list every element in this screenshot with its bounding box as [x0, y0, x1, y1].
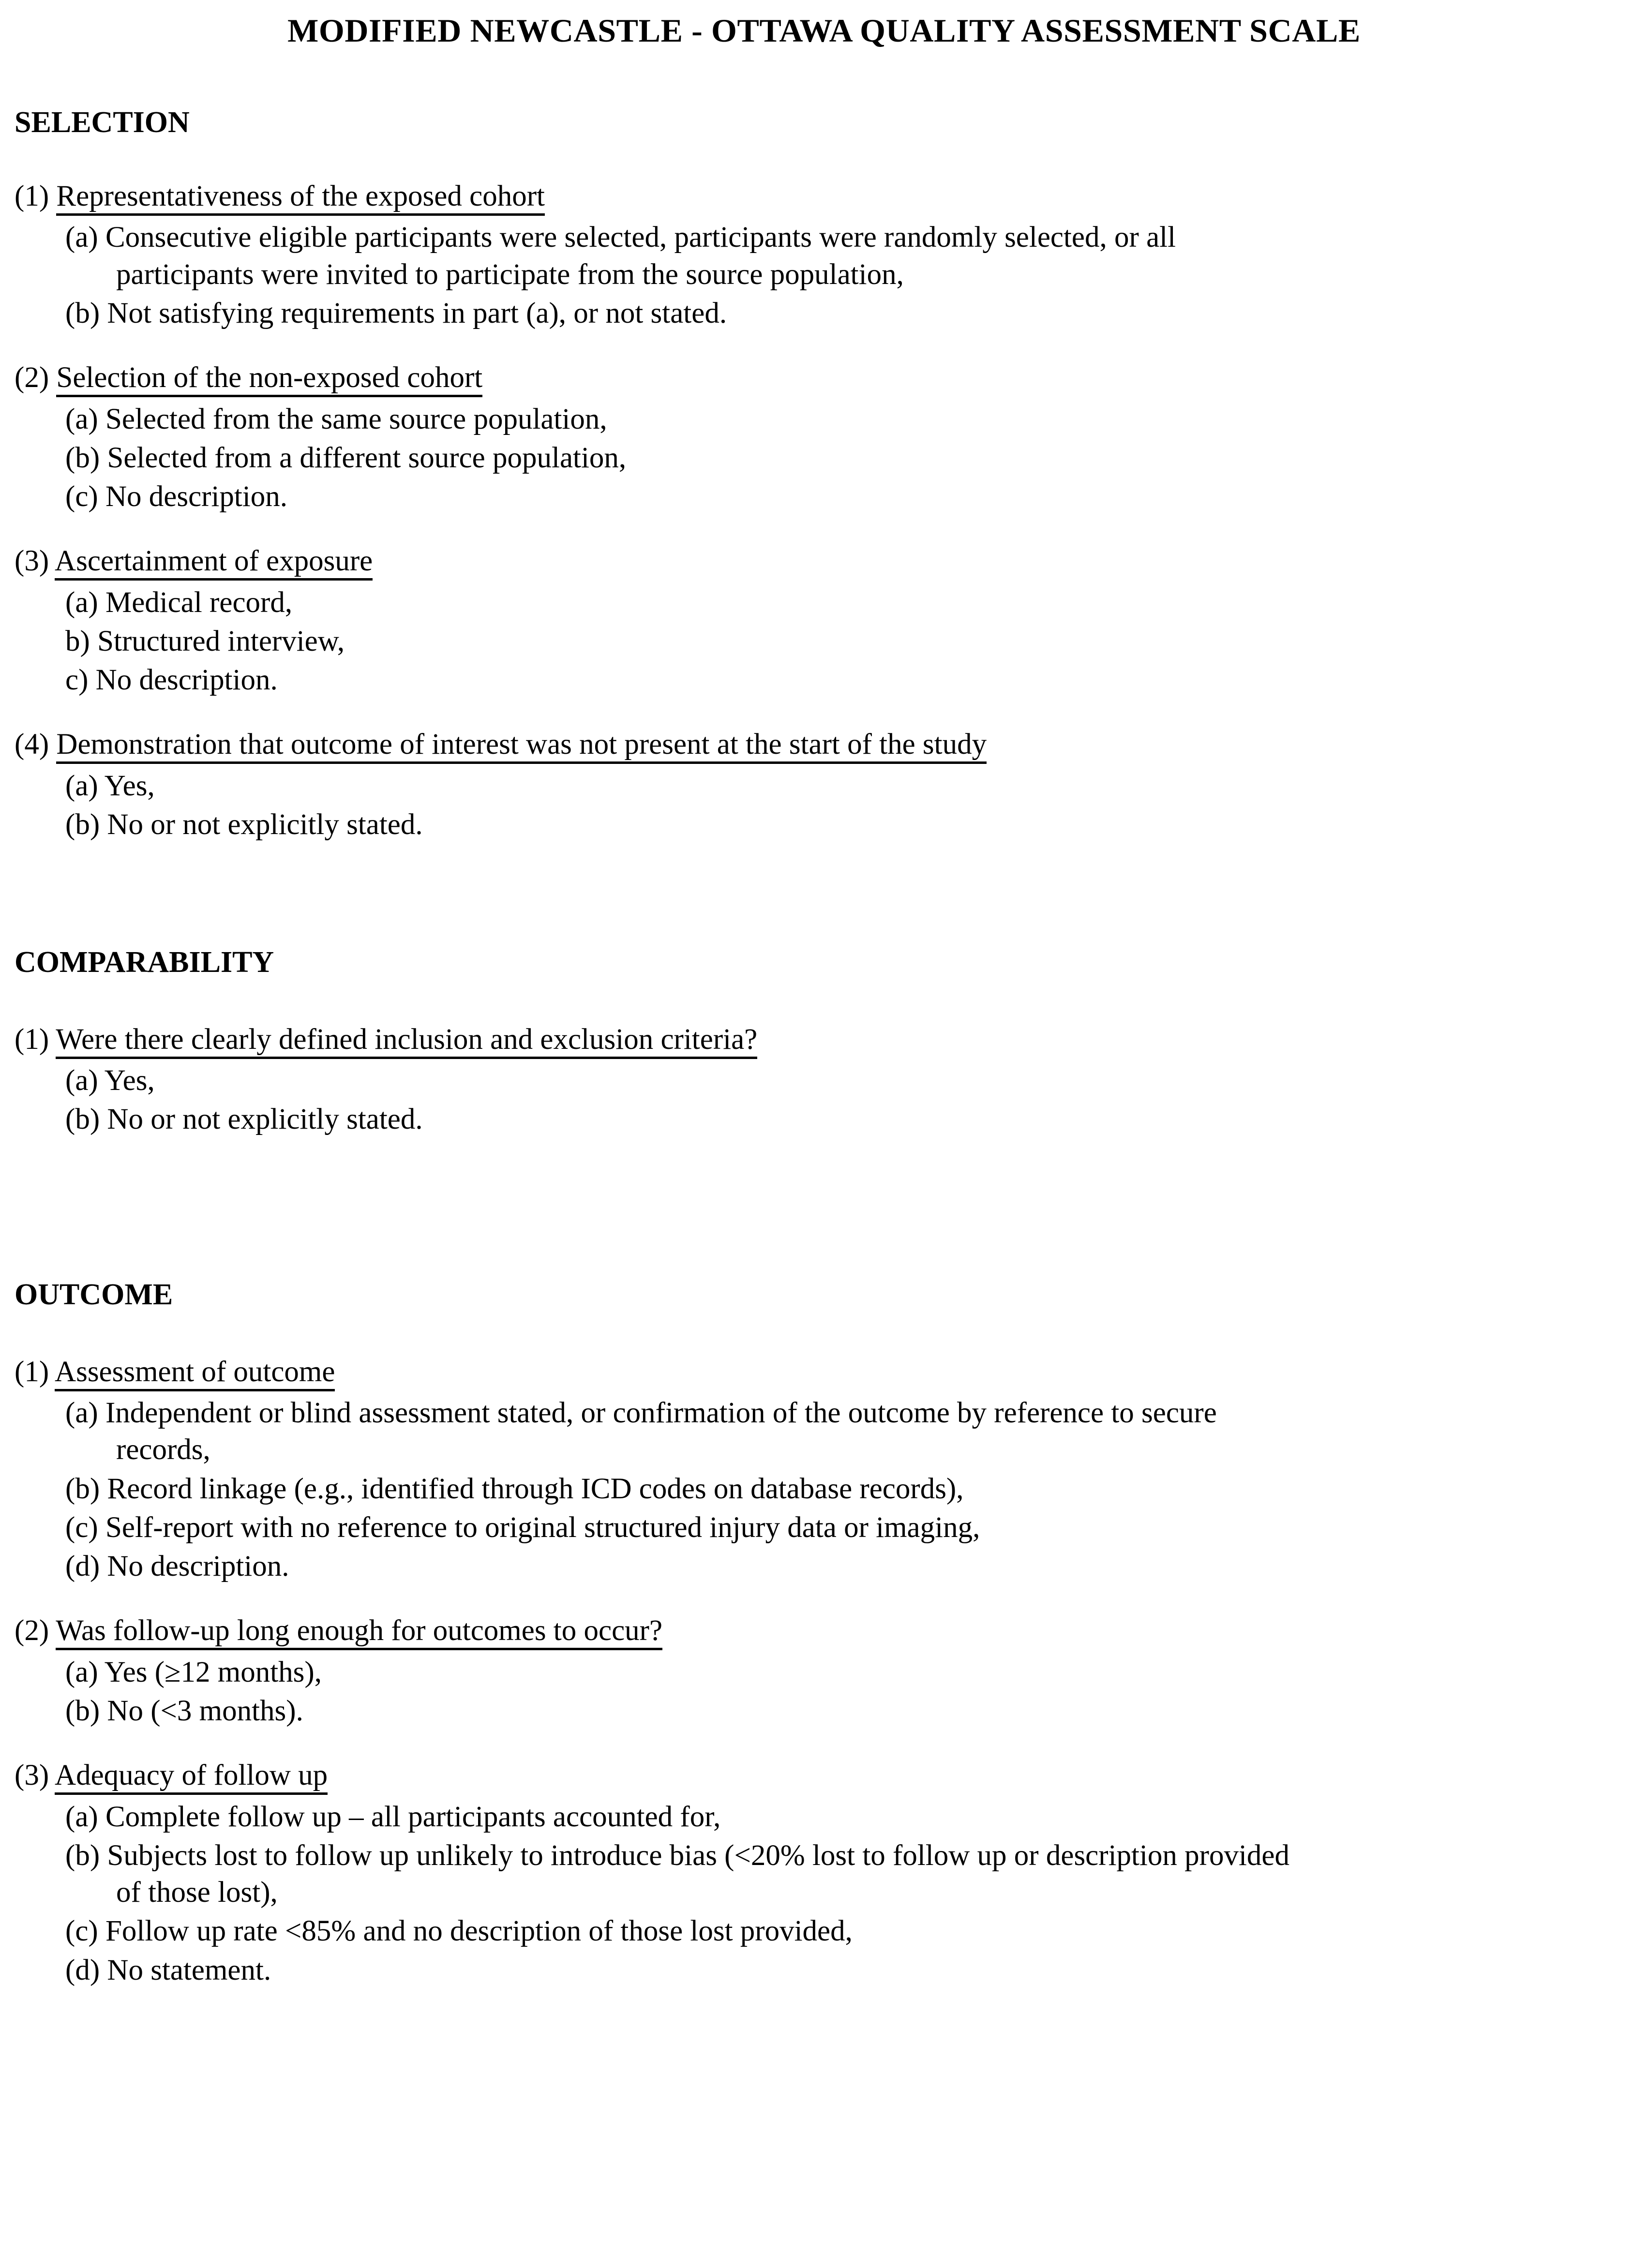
spacer [0, 1585, 1648, 1613]
option-item [15, 806, 1648, 843]
question-block [15, 1758, 1648, 1989]
option-text: Selected from the same source population, [105, 403, 607, 435]
option-label: (c) [65, 480, 98, 513]
option-item [15, 662, 1648, 699]
question-block [15, 543, 1648, 699]
spacer [0, 699, 1648, 727]
option-item [15, 1693, 1648, 1730]
option-text: Medical record, [105, 586, 293, 619]
question-number: (1) [15, 1355, 49, 1388]
option-label: (b) [65, 1839, 100, 1872]
option-list [15, 1062, 1648, 1138]
question-title: Were there clearly defined inclusion and exclusion criteria? [56, 1023, 757, 1059]
option-label: (a) [65, 1064, 98, 1097]
option-label: b) [65, 625, 90, 657]
spacer [0, 843, 1648, 946]
option-item [15, 1395, 1648, 1469]
question-title: Was follow-up long enough for outcomes to occur? [56, 1614, 662, 1650]
spacer [0, 139, 1648, 179]
question-heading [15, 1354, 1648, 1390]
option-label: (b) [65, 808, 100, 841]
option-label: (b) [65, 297, 100, 329]
option-text: No statement. [107, 1954, 271, 1986]
option-label: (a) [65, 1397, 98, 1430]
option-text-continuation: participants were invited to participate from the source population, [116, 258, 904, 291]
question-block [15, 179, 1648, 332]
question-number: (3) [15, 1759, 49, 1792]
option-text: Yes, [104, 1064, 155, 1097]
spacer [0, 332, 1648, 360]
question-number: (2) [15, 361, 49, 394]
option-item [15, 219, 1648, 293]
option-label: (b) [65, 1472, 100, 1505]
question-number: (4) [15, 728, 49, 761]
option-text: Structured interview, [97, 625, 345, 657]
option-text: Consecutive eligible participants were selected, participants were randomly selected, or all [105, 221, 1176, 254]
section-heading: OUTCOME [15, 1278, 173, 1312]
section-heading: SELECTION [15, 105, 190, 139]
option-label: (a) [65, 769, 98, 802]
question-heading [15, 360, 1648, 396]
question-number: (1) [15, 179, 49, 212]
option-text: Yes, [104, 769, 155, 802]
option-label: (c) [65, 1915, 98, 1948]
question-block [15, 1613, 1648, 1730]
question-title: Adequacy of follow up [55, 1759, 328, 1795]
option-text: No (<3 months). [107, 1694, 303, 1727]
section-heading: COMPARABILITY [15, 946, 274, 979]
option-label: (d) [65, 1954, 100, 1986]
spacer [0, 1312, 1648, 1354]
option-text: Record linkage (e.g., identified through ICD codes on database records), [107, 1472, 964, 1505]
option-text: Complete follow up – all participants accounted for, [105, 1800, 721, 1833]
question-title: Selection of the non-exposed cohort [56, 361, 482, 397]
question-title: Demonstration that outcome of interest was not present at the start of the study [56, 728, 987, 764]
option-item [15, 1548, 1648, 1585]
question-block [15, 727, 1648, 843]
option-text-continuation: records, [116, 1433, 210, 1466]
option-text: Independent or blind assessment stated, or confirmation of the outcome by reference to secure [105, 1397, 1217, 1430]
option-list [15, 219, 1648, 332]
option-list [15, 1654, 1648, 1730]
question-block [15, 1022, 1648, 1138]
option-item [15, 1101, 1648, 1138]
option-text: No description. [105, 480, 288, 513]
option-label: (a) [65, 1656, 98, 1688]
question-number: (3) [15, 545, 49, 578]
option-label: (d) [65, 1550, 100, 1583]
option-item [15, 1913, 1648, 1950]
spacer [0, 1730, 1648, 1758]
option-item [15, 1509, 1648, 1546]
option-item [15, 1471, 1648, 1507]
question-heading [15, 543, 1648, 579]
option-label: (a) [65, 586, 98, 619]
option-item [15, 1952, 1648, 1989]
spacer [0, 979, 1648, 1022]
sections-container [0, 106, 1648, 1989]
option-item [15, 401, 1648, 438]
spacer [0, 1138, 1648, 1278]
option-text: No or not explicitly stated. [107, 808, 423, 841]
question-number: (2) [15, 1614, 49, 1647]
option-label: (b) [65, 1694, 100, 1727]
page-title: MODIFIED NEWCASTLE - OTTAWA QUALITY ASSESSMENT SCALE [287, 12, 1361, 49]
option-text: Follow up rate <85% and no description of those lost provided, [105, 1915, 853, 1948]
option-text: No or not explicitly stated. [107, 1103, 423, 1136]
question-title: Representativeness of the exposed cohort [56, 180, 545, 216]
option-item [15, 478, 1648, 515]
option-list [15, 401, 1648, 516]
question-heading [15, 1022, 1648, 1058]
option-label: (a) [65, 221, 98, 254]
option-item [15, 1837, 1648, 1911]
question-heading [15, 179, 1648, 214]
question-heading [15, 1758, 1648, 1793]
option-label: (b) [65, 441, 100, 474]
option-item [15, 1799, 1648, 1835]
option-item [15, 623, 1648, 660]
option-text: Yes (≥12 months), [104, 1656, 322, 1688]
option-item [15, 584, 1648, 621]
question-heading [15, 1613, 1648, 1649]
option-list [15, 1395, 1648, 1585]
question-title: Assessment of outcome [55, 1356, 335, 1391]
question-block [15, 360, 1648, 515]
option-text: Self-report with no reference to original structured injury data or imaging, [105, 1511, 980, 1544]
option-label: (a) [65, 403, 98, 435]
option-item [15, 440, 1648, 477]
option-label: (b) [65, 1103, 100, 1136]
option-list [15, 1799, 1648, 1989]
option-label: c) [65, 664, 89, 697]
question-block [15, 1354, 1648, 1585]
question-heading [15, 727, 1648, 762]
option-text: Subjects lost to follow up unlikely to introduce bias (<20% lost to follow up or description provided [107, 1839, 1289, 1872]
option-item [15, 1062, 1648, 1099]
option-list [15, 768, 1648, 844]
option-list [15, 584, 1648, 699]
option-label: (c) [65, 1511, 98, 1544]
spacer [0, 515, 1648, 543]
option-label: (a) [65, 1800, 98, 1833]
spacer [0, 49, 1648, 106]
option-text: Not satisfying requirements in part (a), or not stated. [107, 297, 727, 329]
option-item [15, 768, 1648, 805]
question-title: Ascertainment of exposure [55, 545, 373, 581]
option-text: No description. [95, 664, 278, 697]
option-text: Selected from a different source population, [107, 441, 627, 474]
option-text: No description. [107, 1550, 289, 1583]
option-item [15, 1654, 1648, 1691]
question-number: (1) [15, 1023, 49, 1056]
option-item [15, 295, 1648, 332]
option-text-continuation: of those lost), [116, 1876, 278, 1909]
